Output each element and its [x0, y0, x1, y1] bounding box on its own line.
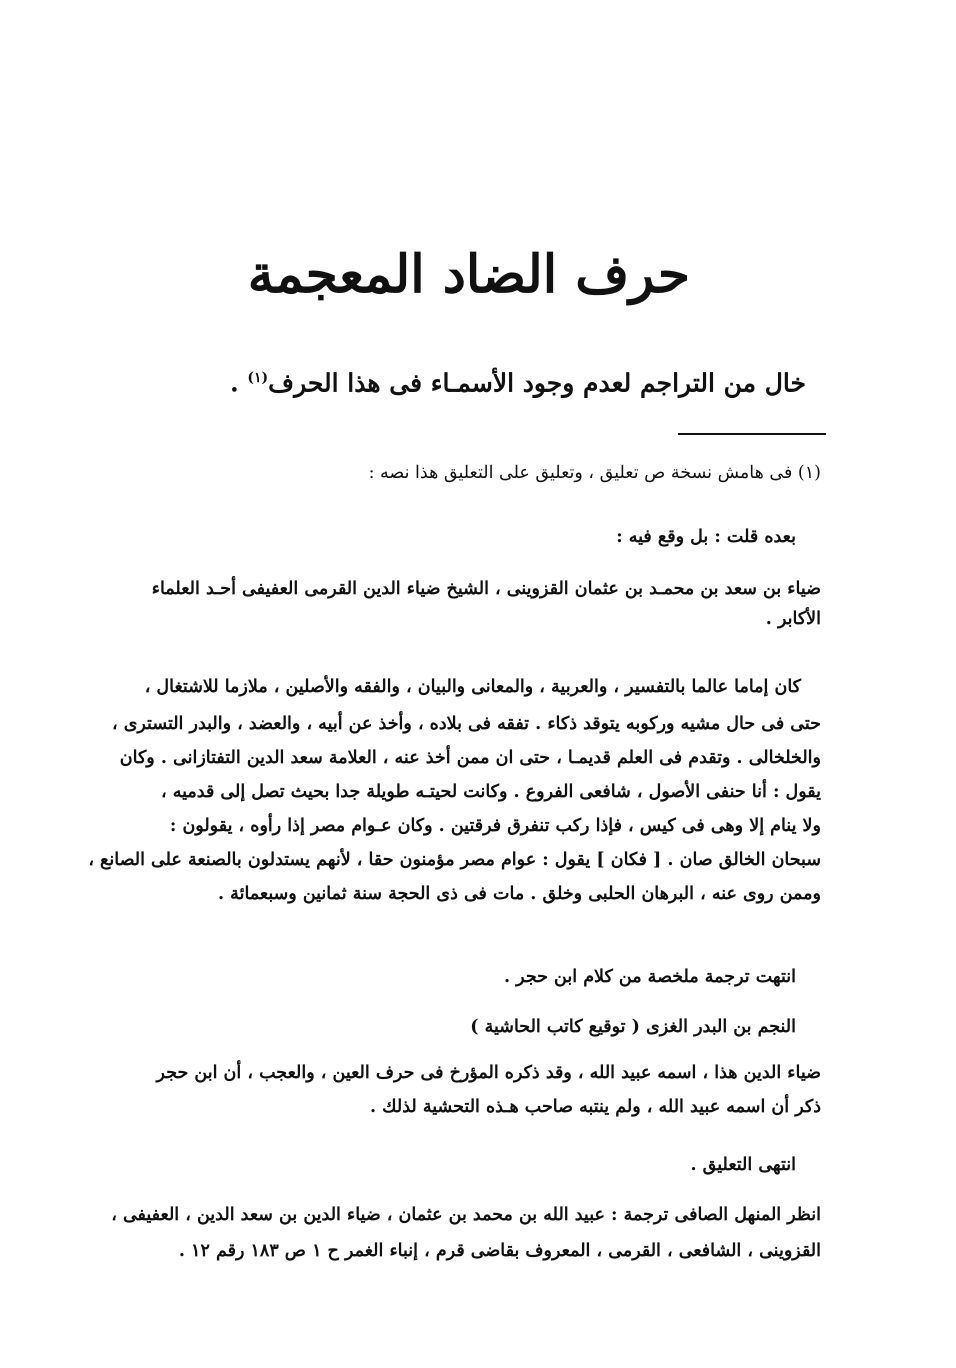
- text-line: القزوينى ، الشافعى ، القرمى ، المعروف بقاضى قرم ، إنباء الغمر ح ١ ص ١٨٣ رقم ١٢ .: [178, 1241, 821, 1261]
- text-line: ولا ينام إلا وهى فى كيس ، فإذا ركب تنفرق فرقتين . وكان عـوام مصر إذا رأوه ، يقولون :: [169, 816, 821, 836]
- text-line: يقول : أنا حنفى الأصول ، شافعى الفروع . وكانت لحيتـه طويلة جدا بحيث تصل إلى قدميه ،: [161, 782, 821, 802]
- footnote-qultu: [146, 522, 796, 552]
- subtitle-text: خال من التراجم لعدم وجود الأسمـاء فى هذا الحرف: [268, 368, 806, 398]
- chapter-heading: حرف الضاد المعجمة: [247, 244, 690, 305]
- reference-paragraph: [111, 1200, 821, 1266]
- intaha-line: [146, 1150, 796, 1180]
- text-line: ضياء الدين هذا ، اسمه عبيد الله ، وقد ذكره المؤرخ فى حرف العين ، والعجب ، أن ابن حجر: [156, 1063, 821, 1083]
- text-line: ضياء بن سعد بن محمـد بن عثمان القزوينى ، الشيخ ضياء الدين القرمى العفيفى أحـد العلماء: [151, 579, 821, 599]
- text-line: انظر المنهل الصافى ترجمة : عبيد الله بن محمد بن عثمان ، ضياء الدين بن سعد الدين ، العفيفى ،: [111, 1205, 821, 1225]
- text-line: ذكر أن اسمه عبيد الله ، ولم ينتبه صاحب هـذه التحشية لذلك .: [369, 1097, 821, 1117]
- footnote-intro: [171, 458, 821, 488]
- text-line: بعده قلت : بل وقع فيه :: [616, 527, 796, 547]
- text-line: النجم بن البدر الغزى ( توقيع كاتب الحاشية ): [470, 1017, 796, 1037]
- subtitle-end: .: [229, 368, 248, 398]
- text-line: (١) فى هامش نسخة ص تعليق ، وتعليق على التعليق هذا نصه :: [368, 463, 821, 483]
- footnote-marker: (١): [247, 370, 269, 386]
- biography-paragraph-1: [151, 574, 821, 634]
- chapter-subtitle: [206, 358, 806, 403]
- biography-paragraph-2-cont: [88, 709, 821, 909]
- text-line: انتهى التعليق .: [690, 1155, 796, 1175]
- footnote-separator: [678, 433, 826, 435]
- najm-signature-line: [146, 1012, 796, 1042]
- text-line: كان إماما عالما بالتفسير ، والعربية ، والمعانى والبيان ، والفقه والأصلين ، ملازما للاشتغال ،: [144, 677, 801, 697]
- biography-paragraph-2: [144, 672, 801, 702]
- correction-paragraph: [156, 1058, 821, 1122]
- intahat-line: [146, 962, 796, 992]
- text-line: انتهت ترجمة ملخصة من كلام ابن حجر .: [504, 967, 796, 987]
- text-line: سبحان الخالق صان . [ فكان ] يقول : عوام مصر مؤمنون حقا ، لأنهم يستدلون بالصنعة على الصانع ،: [88, 850, 821, 870]
- text-line: والخلخالى . وتقدم فى العلم قديمـا ، حتى ان ممن أخذ عنه ، العلامة سعد الدين التفتازانى . وكان: [119, 748, 821, 768]
- text-line: الأكابر .: [765, 609, 821, 629]
- text-line: حتى فى حال مشيه وركوبه يتوقد ذكاء . تفقه فى بلاده ، وأخذ عن أبيه ، والعضد ، والبدر التسترى ،: [111, 714, 821, 734]
- text-line: وممن روى عنه ، البرهان الحلبى وخلق . مات فى ذى الحجة سنة ثمانين وسبعمائة .: [218, 884, 821, 904]
